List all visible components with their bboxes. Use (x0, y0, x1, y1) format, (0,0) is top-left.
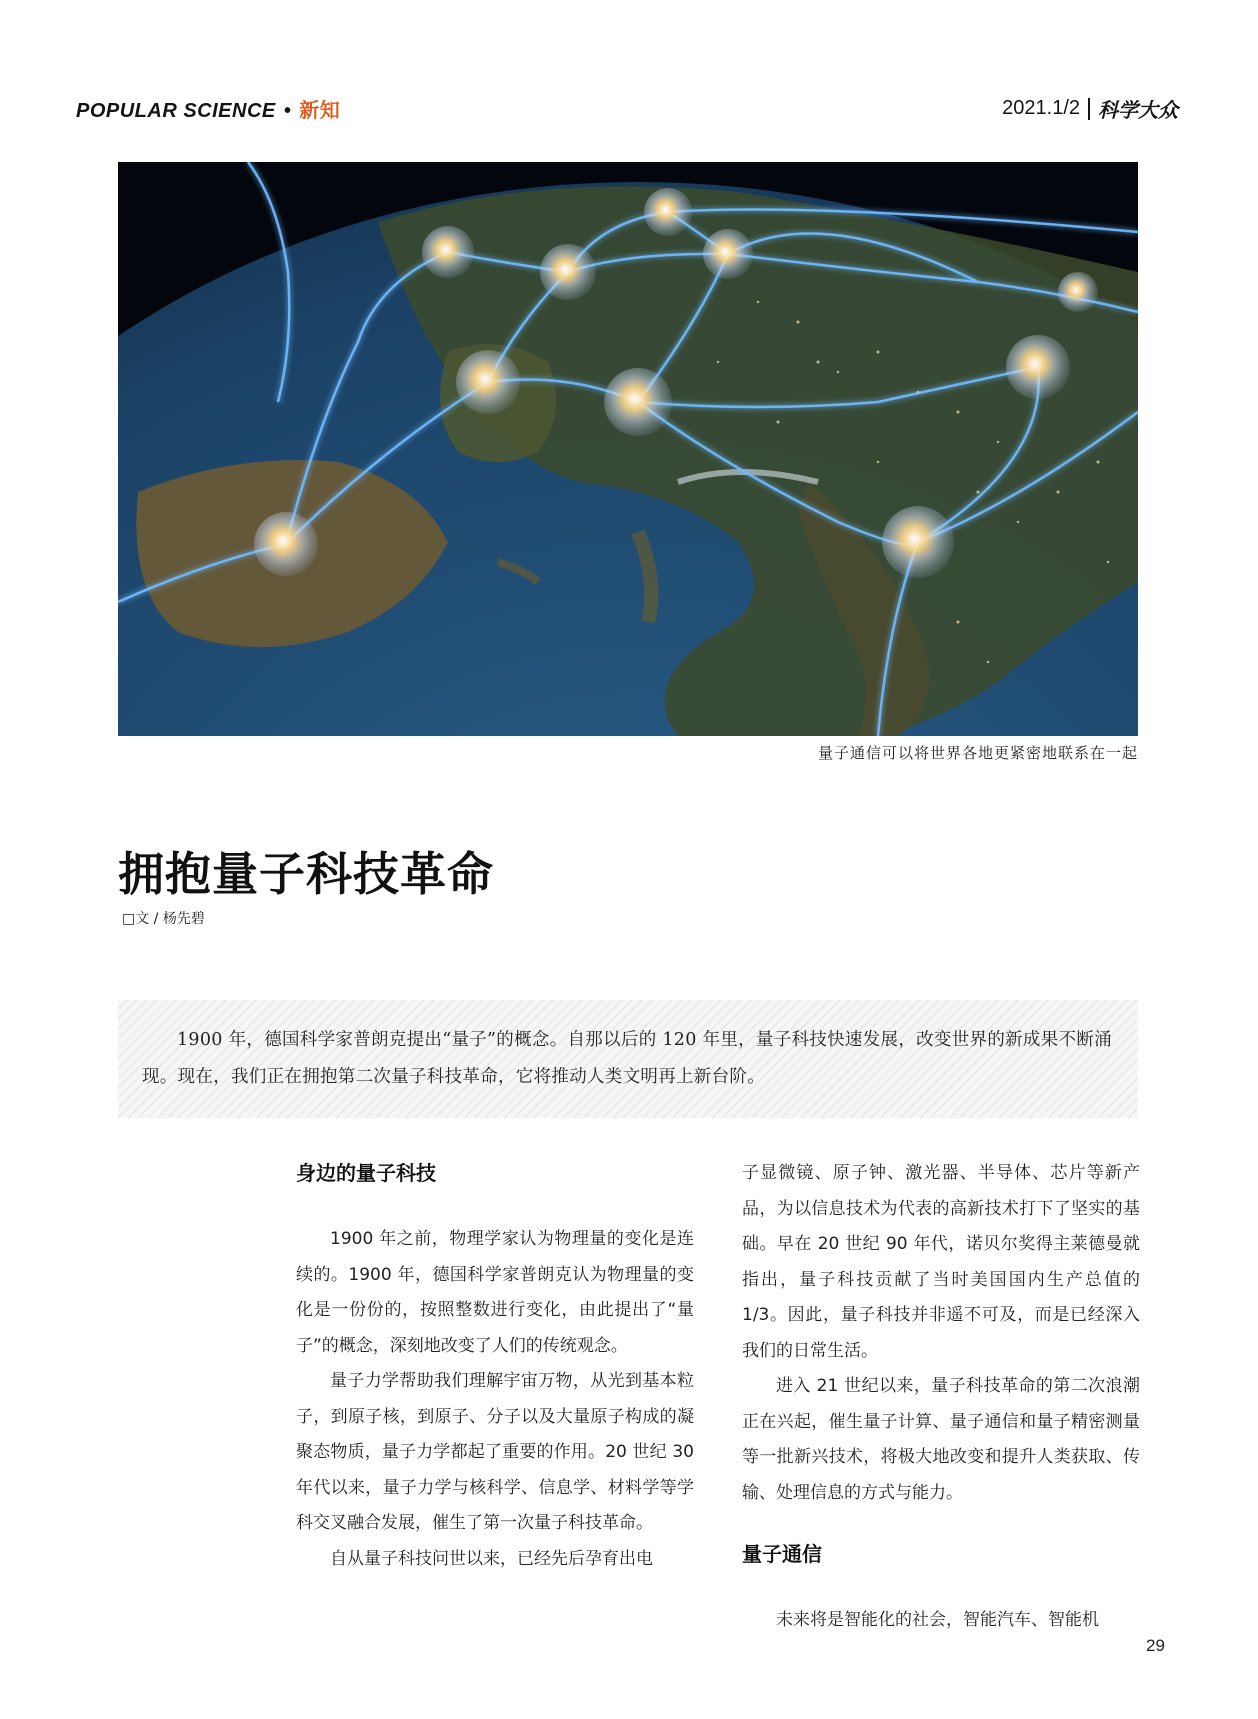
body-column-right (742, 1156, 1140, 1639)
page-number: 29 (1146, 1636, 1165, 1655)
heading-spacer (742, 1511, 1140, 1537)
hero-image (118, 162, 1138, 736)
section-heading-quantum-communication: 量子通信 (742, 1542, 822, 1566)
heading-spacer (742, 1572, 1140, 1603)
running-header-right (1002, 94, 1178, 123)
body-paragraph: 1900 年之前，物理学家认为物理量的变化是连续的。1900 年，德国科学家普朗克认为物理量的变化是一份份的，按照整数进行变化，由此提出了“量子”的概念，深刻地改变了人们的传统观念。 (296, 1229, 694, 1356)
body-paragraph: 自从量子科技问世以来，已经先后孕育出电 (330, 1548, 653, 1569)
body-paragraph: 未来将是智能化的社会，智能汽车、智能机 (776, 1610, 1099, 1630)
article-title: 拥抱量子科技革命 (118, 847, 494, 901)
body-paragraph: 进入 21 世纪以来，量子科技革命的第二次浪潮正在兴起，催生量子计算、量子通信和量子精密测量等一批新兴技术，将极大地改变和提升人类获取、传输、处理信息的方式与能力。 (742, 1376, 1140, 1503)
lead-paragraph: 1900 年，德国科学家普朗克提出“量子”的概念。自那以后的 120 年里，量子科技快速发展，改变世界的新成果不断涌现。现在，我们正在拥抱第二次量子科技革命，它将推动人类文明再上新台阶。 (118, 1000, 1138, 1118)
magazine-logo: 科学大众 (1098, 98, 1178, 122)
magazine-name-en: POPULAR SCIENCE (76, 100, 276, 122)
section-heading-nearby-quantum: 身边的量子科技 (296, 1161, 436, 1185)
header-divider (1088, 98, 1090, 120)
body-paragraph-continued: 子显微镜、原子钟、激光器、半导体、芯片等新产品，为以信息技术为代表的高新技术打下了坚实的基础。早在 20 世纪 90 年代，诺贝尔奖得主莱德曼就指出，量子科技贡献了当时美国国内生产总值的 1/3。因此，量子科技并非遥不可及，而是已经深入我们的日常生活。 (742, 1163, 1140, 1361)
body-column-left (296, 1156, 694, 1577)
image-caption: 量子通信可以将世界各地更紧密地联系在一起 (817, 744, 1138, 762)
heading-spacer (296, 1191, 694, 1222)
byline: □文 / 杨先碧 (122, 911, 205, 927)
running-header-left (76, 94, 340, 123)
issue-date: 2021.1/2 (1002, 97, 1080, 119)
header-separator: • (283, 100, 292, 122)
body-paragraph: 量子力学帮助我们理解宇宙万物，从光到基本粒子，到原子核，到原子、分子以及大量原子构成的凝聚态物质，量子力学都起了重要的作用。20 世纪 30 年代以来，量子力学与核科学、信息学、材料学等学科交叉融合发展，催生了第一次量子科技革命。 (296, 1371, 694, 1533)
europe-quantum-network-illustration (118, 162, 1138, 736)
section-name: 新知 (299, 100, 341, 122)
